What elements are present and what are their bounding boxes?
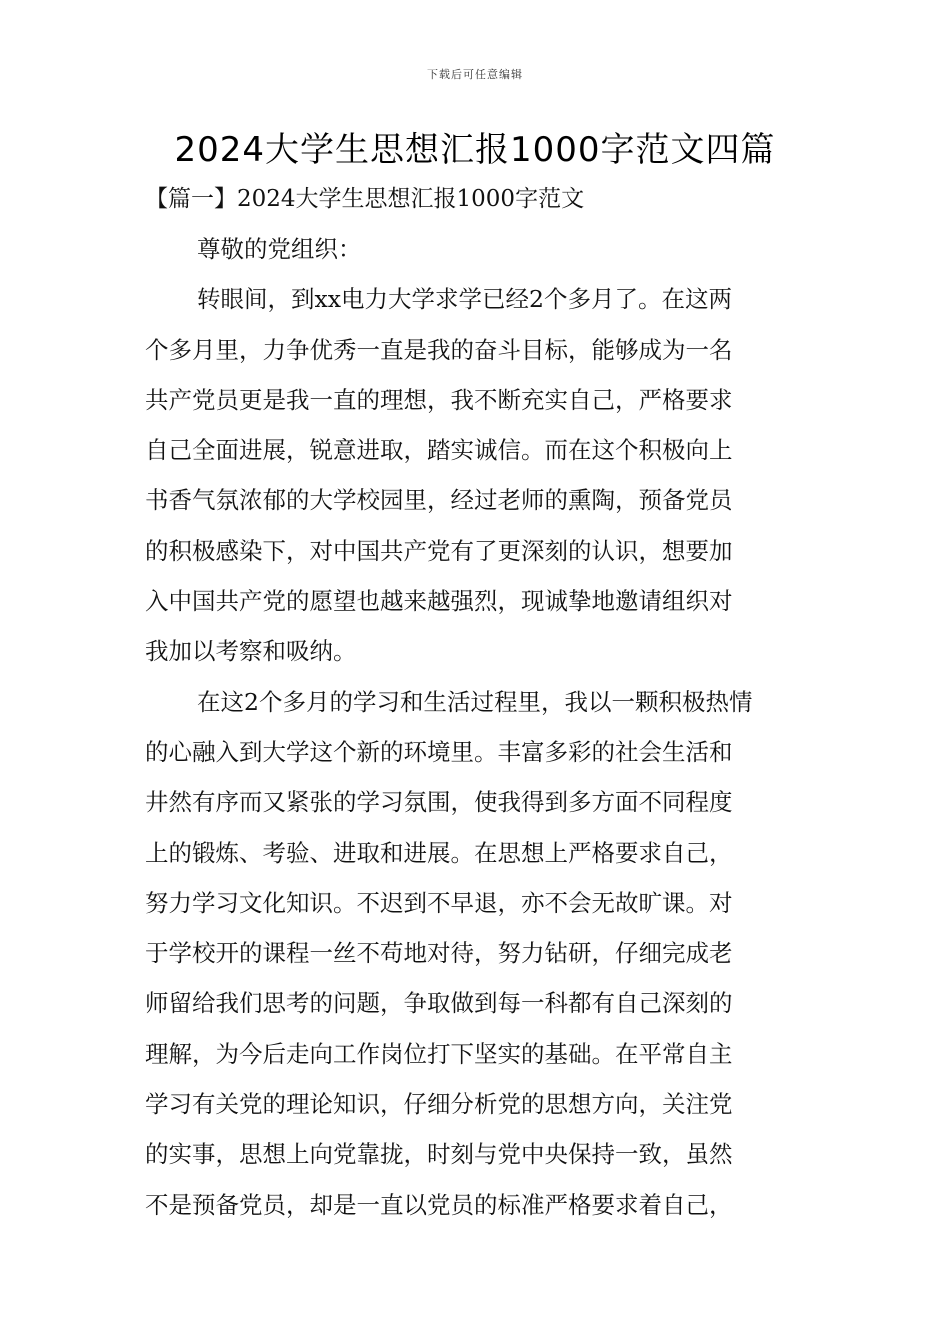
paragraph-line: 不是预备党员，却是一直以党员的标准严格要求着自己，	[145, 1190, 733, 1219]
paragraph-line: 的积极感染下，对中国共产党有了更深刻的认识，想要加	[145, 536, 733, 565]
paragraph-line: 师留给我们思考的问题，争取做到每一科都有自己深刻的	[145, 989, 733, 1018]
paragraph-line: 在这2个多月的学习和生活过程里，我以一颗积极热情	[197, 687, 753, 716]
paragraph-line: 入中国共产党的愿望也越来越强烈，现诚挚地邀请组织对	[145, 587, 733, 616]
paragraph-line: 于学校开的课程一丝不苟地对待，努力钻研，仔细完成老	[145, 939, 733, 968]
paragraph-line: 理解，为今后走向工作岗位打下坚实的基础。在平常自主	[145, 1039, 733, 1068]
salutation-line: 尊敬的党组织：	[197, 235, 362, 263]
paragraph-line: 的实事，思想上向党靠拢，时刻与党中央保持一致，虽然	[145, 1140, 733, 1169]
paragraph-line: 共产党员更是我一直的理想，我不断充实自己，严格要求	[145, 385, 733, 414]
paragraph-line: 自己全面进展，锐意进取，踏实诚信。而在这个积极向上	[145, 436, 733, 465]
paragraph-line: 努力学习文化知识。不迟到不早退，亦不会无故旷课。对	[145, 888, 733, 917]
paragraph-line: 个多月里，力争优秀一直是我的奋斗目标，能够成为一名	[145, 335, 733, 364]
paragraph-line: 井然有序而又紧张的学习氛围，使我得到多方面不同程度	[145, 788, 733, 817]
paragraph-line: 的心融入到大学这个新的环境里。丰富多彩的社会生活和	[145, 737, 733, 766]
paragraph-line: 转眼间，到xx电力大学求学已经2个多月了。在这两	[197, 285, 732, 314]
document-body	[145, 224, 825, 1230]
document-title: 2024大学生思想汇报1000字范文四篇	[174, 130, 776, 170]
header-note: 下载后可任意编辑	[427, 68, 523, 81]
paragraph-line: 学习有关党的理论知识，仔细分析党的思想方向，关注党	[145, 1090, 733, 1119]
paragraph-2	[145, 677, 825, 1230]
section-heading: 【篇一】2024大学生思想汇报1000字范文	[145, 186, 585, 212]
paragraph-line: 我加以考察和吸纳。	[145, 637, 357, 666]
paragraph-line: 上的锻炼、考验、进取和进展。在思想上严格要求自己，	[145, 838, 733, 867]
paragraph-1	[145, 274, 825, 676]
paragraph-line: 书香气氛浓郁的大学校园里，经过老师的熏陶，预备党员	[145, 486, 733, 515]
salutation	[145, 224, 825, 274]
